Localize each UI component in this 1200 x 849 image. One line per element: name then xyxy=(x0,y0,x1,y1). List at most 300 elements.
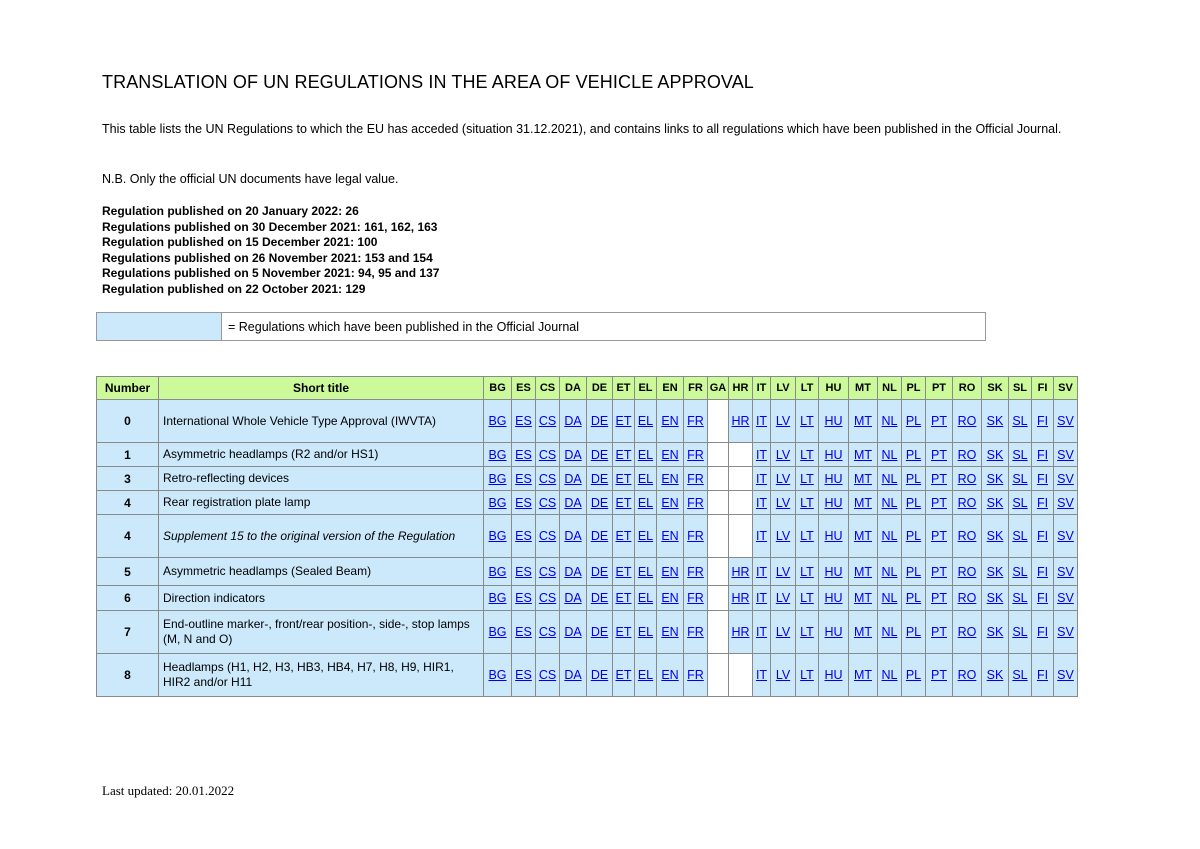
lang-link-sv[interactable]: SV xyxy=(1057,471,1074,486)
lang-link-nl[interactable]: NL xyxy=(881,668,898,682)
lang-cell xyxy=(902,443,926,467)
lang-link-fr[interactable]: FR xyxy=(687,625,704,639)
lang-link-es[interactable]: ES xyxy=(515,414,532,428)
lang-link-en[interactable]: EN xyxy=(661,591,679,605)
lang-link-nl[interactable]: NL xyxy=(881,447,898,462)
lang-link-fr[interactable]: FR xyxy=(687,447,704,462)
lang-link-sl[interactable]: SL xyxy=(1012,591,1028,605)
lang-link-sl[interactable]: SL xyxy=(1012,625,1028,639)
lang-cell xyxy=(657,443,684,467)
regulation-number: 7 xyxy=(97,611,159,654)
lang-cell xyxy=(819,400,849,443)
lang-cell xyxy=(878,491,902,515)
lang-link-pt[interactable]: PT xyxy=(931,447,947,462)
regulation-number: 0 xyxy=(97,400,159,443)
lang-link-bg[interactable]: BG xyxy=(488,447,507,462)
lang-link-bg[interactable]: BG xyxy=(488,471,507,486)
lang-link-it[interactable]: IT xyxy=(755,668,768,682)
lang-link-lv[interactable]: LV xyxy=(775,529,791,543)
lang-link-ro[interactable]: RO xyxy=(957,529,977,543)
lang-link-da[interactable]: DA xyxy=(564,564,582,579)
lang-link-fi[interactable]: FI xyxy=(1036,447,1049,462)
lang-link-sl[interactable]: SL xyxy=(1012,529,1028,543)
lang-link-lt[interactable]: LT xyxy=(800,625,814,639)
lang-link-sk[interactable]: SK xyxy=(986,447,1004,462)
lang-cell xyxy=(512,515,536,558)
lang-link-lv[interactable]: LV xyxy=(775,668,791,682)
lang-link-sl[interactable]: SL xyxy=(1012,564,1028,579)
lang-cell xyxy=(819,515,849,558)
lang-link-nl[interactable]: NL xyxy=(881,625,898,639)
lang-cell xyxy=(536,586,560,611)
lang-cell xyxy=(729,586,753,611)
lang-link-sk[interactable]: SK xyxy=(986,564,1004,579)
lang-link-ro[interactable]: RO xyxy=(957,495,977,510)
lang-cell xyxy=(1009,611,1032,654)
lang-link-el[interactable]: EL xyxy=(637,668,654,682)
header-lang-ro: RO xyxy=(953,377,982,400)
header-lang-bg: BG xyxy=(484,377,512,400)
lang-cell xyxy=(902,654,926,697)
lang-link-fr[interactable]: FR xyxy=(687,471,704,486)
lang-link-en[interactable]: EN xyxy=(661,414,679,428)
lang-link-el[interactable]: EL xyxy=(637,495,654,510)
lang-link-et[interactable]: ET xyxy=(615,668,632,682)
lang-link-nl[interactable]: NL xyxy=(881,564,898,579)
regulation-short-title: International Whole Vehicle Type Approval (IWVTA) xyxy=(159,400,484,443)
lang-link-et[interactable]: ET xyxy=(615,529,632,543)
regulation-number: 1 xyxy=(97,443,159,467)
lang-link-cs[interactable]: CS xyxy=(538,668,557,682)
lang-link-sv[interactable]: SV xyxy=(1057,529,1074,543)
lang-link-mt[interactable]: MT xyxy=(853,668,873,682)
lang-link-fr[interactable]: FR xyxy=(687,564,704,579)
lang-cell xyxy=(512,654,536,697)
lang-cell xyxy=(953,443,982,467)
lang-link-hu[interactable]: HU xyxy=(824,471,843,486)
lang-cell xyxy=(1054,654,1078,697)
lang-cell xyxy=(878,654,902,697)
lang-link-lt[interactable]: LT xyxy=(800,668,814,682)
lang-link-sv[interactable]: SV xyxy=(1057,668,1074,682)
lang-link-es[interactable]: ES xyxy=(515,625,532,639)
lang-cell xyxy=(926,491,953,515)
lang-link-bg[interactable]: BG xyxy=(488,414,507,428)
lang-link-hu[interactable]: HU xyxy=(824,625,843,639)
lang-link-pl[interactable]: PL xyxy=(905,529,922,543)
lang-cell xyxy=(902,611,926,654)
lang-link-cs[interactable]: CS xyxy=(538,529,557,543)
lang-link-en[interactable]: EN xyxy=(661,529,679,543)
lang-link-pt[interactable]: PT xyxy=(931,591,947,605)
header-lang-ga: GA xyxy=(708,377,729,400)
lang-link-et[interactable]: ET xyxy=(615,471,632,486)
lang-cell xyxy=(684,654,708,697)
lang-link-sk[interactable]: SK xyxy=(986,668,1004,682)
lang-link-nl[interactable]: NL xyxy=(881,414,898,428)
lang-link-pl[interactable]: PL xyxy=(905,564,922,579)
lang-link-pl[interactable]: PL xyxy=(905,668,922,682)
lang-link-sk[interactable]: SK xyxy=(986,529,1004,543)
lang-cell xyxy=(536,467,560,491)
lang-link-fr[interactable]: FR xyxy=(687,414,704,428)
lang-link-en[interactable]: EN xyxy=(661,495,679,510)
lang-link-de[interactable]: DE xyxy=(590,529,609,543)
lang-cell xyxy=(1032,443,1054,467)
lang-cell xyxy=(878,611,902,654)
lang-cell xyxy=(684,491,708,515)
regulation-short-title: Asymmetric headlamps (Sealed Beam) xyxy=(159,558,484,586)
lang-link-pl[interactable]: PL xyxy=(905,414,922,428)
lang-link-hu[interactable]: HU xyxy=(824,564,843,579)
lang-cell xyxy=(1032,611,1054,654)
lang-cell-empty xyxy=(708,654,729,697)
lang-cell xyxy=(512,491,536,515)
lang-cell xyxy=(684,558,708,586)
lang-cell xyxy=(819,467,849,491)
lang-link-pl[interactable]: PL xyxy=(905,471,922,486)
lang-cell xyxy=(953,558,982,586)
lang-link-de[interactable]: DE xyxy=(590,447,609,462)
table-row xyxy=(97,586,1078,611)
lang-link-pt[interactable]: PT xyxy=(931,564,947,579)
lang-link-hr[interactable]: HR xyxy=(731,591,750,605)
lang-link-fi[interactable]: FI xyxy=(1036,471,1049,486)
lang-cell xyxy=(587,654,613,697)
lang-cell xyxy=(613,515,635,558)
lang-cell xyxy=(878,515,902,558)
lang-cell xyxy=(560,443,587,467)
lang-cell-empty xyxy=(708,515,729,558)
lang-link-el[interactable]: EL xyxy=(637,447,654,462)
lang-link-lv[interactable]: LV xyxy=(775,591,791,605)
lang-cell xyxy=(982,491,1009,515)
lang-cell xyxy=(613,443,635,467)
lang-link-lv[interactable]: LV xyxy=(775,625,791,639)
lang-link-da[interactable]: DA xyxy=(564,625,582,639)
lang-link-bg[interactable]: BG xyxy=(488,625,507,639)
lang-link-sl[interactable]: SL xyxy=(1012,471,1028,486)
lang-link-en[interactable]: EN xyxy=(661,625,679,639)
lang-link-el[interactable]: EL xyxy=(637,625,654,639)
lang-cell xyxy=(635,443,657,467)
lang-link-fr[interactable]: FR xyxy=(687,495,704,510)
lang-link-es[interactable]: ES xyxy=(515,471,532,486)
lang-link-sv[interactable]: SV xyxy=(1057,625,1074,639)
lang-link-da[interactable]: DA xyxy=(564,471,582,486)
lang-cell xyxy=(953,491,982,515)
lang-link-cs[interactable]: CS xyxy=(538,625,557,639)
lang-link-lt[interactable]: LT xyxy=(800,471,814,486)
lang-link-fr[interactable]: FR xyxy=(687,591,704,605)
lang-link-mt[interactable]: MT xyxy=(853,625,873,639)
lang-cell xyxy=(753,586,771,611)
lang-link-sv[interactable]: SV xyxy=(1057,591,1074,605)
publication-item: Regulation published on 15 December 2021: 100 xyxy=(102,235,378,250)
lang-link-lt[interactable]: LT xyxy=(800,495,814,510)
lang-cell xyxy=(536,491,560,515)
lang-link-nl[interactable]: NL xyxy=(881,529,898,543)
lang-cell xyxy=(613,611,635,654)
lang-link-es[interactable]: ES xyxy=(515,564,532,579)
lang-link-lt[interactable]: LT xyxy=(800,447,814,462)
header-number: Number xyxy=(97,377,159,400)
lang-link-pt[interactable]: PT xyxy=(931,529,947,543)
lang-link-sk[interactable]: SK xyxy=(986,591,1004,605)
lang-link-sl[interactable]: SL xyxy=(1012,495,1028,510)
regulation-short-title: End-outline marker-, front/rear position-, side-, stop lamps (M, N and O) xyxy=(159,611,484,654)
lang-link-el[interactable]: EL xyxy=(637,414,654,428)
lang-link-et[interactable]: ET xyxy=(615,564,632,579)
lang-link-el[interactable]: EL xyxy=(637,564,654,579)
lang-link-hu[interactable]: HU xyxy=(824,668,843,682)
lang-link-ro[interactable]: RO xyxy=(957,625,977,639)
lang-link-hr[interactable]: HR xyxy=(731,414,750,428)
lang-link-hu[interactable]: HU xyxy=(824,529,843,543)
lang-link-de[interactable]: DE xyxy=(590,414,609,428)
lang-link-de[interactable]: DE xyxy=(590,668,609,682)
lang-cell xyxy=(753,467,771,491)
lang-link-it[interactable]: IT xyxy=(755,591,768,605)
lang-link-sv[interactable]: SV xyxy=(1057,414,1074,428)
lang-cell xyxy=(796,400,819,443)
lang-cell xyxy=(753,443,771,467)
lang-cell xyxy=(1009,400,1032,443)
lang-link-sl[interactable]: SL xyxy=(1012,668,1028,682)
lang-link-hu[interactable]: HU xyxy=(824,495,843,510)
lang-link-bg[interactable]: BG xyxy=(488,529,507,543)
lang-link-pt[interactable]: PT xyxy=(931,625,947,639)
lang-link-pt[interactable]: PT xyxy=(931,471,947,486)
lang-link-bg[interactable]: BG xyxy=(488,564,507,579)
lang-link-it[interactable]: IT xyxy=(755,447,768,462)
lang-link-de[interactable]: DE xyxy=(590,625,609,639)
lang-cell-empty xyxy=(708,586,729,611)
lang-link-bg[interactable]: BG xyxy=(488,668,507,682)
lang-cell-empty xyxy=(708,558,729,586)
lang-cell xyxy=(657,611,684,654)
lang-link-cs[interactable]: CS xyxy=(538,495,557,510)
lang-link-fi[interactable]: FI xyxy=(1036,495,1049,510)
lang-link-fr[interactable]: FR xyxy=(687,668,704,682)
lang-link-bg[interactable]: BG xyxy=(488,495,507,510)
lang-link-ro[interactable]: RO xyxy=(957,414,977,428)
header-lang-fr: FR xyxy=(684,377,708,400)
lang-link-cs[interactable]: CS xyxy=(538,564,557,579)
lang-link-fi[interactable]: FI xyxy=(1036,564,1049,579)
lang-link-da[interactable]: DA xyxy=(564,529,582,543)
lang-link-fi[interactable]: FI xyxy=(1036,625,1049,639)
lang-link-et[interactable]: ET xyxy=(615,447,632,462)
lang-link-da[interactable]: DA xyxy=(564,447,582,462)
lang-link-ro[interactable]: RO xyxy=(957,668,977,682)
lang-link-de[interactable]: DE xyxy=(590,564,609,579)
lang-link-it[interactable]: IT xyxy=(755,471,768,486)
lang-link-lt[interactable]: LT xyxy=(800,591,814,605)
header-lang-mt: MT xyxy=(849,377,878,400)
lang-link-lt[interactable]: LT xyxy=(800,529,814,543)
lang-cell-empty xyxy=(708,443,729,467)
lang-cell xyxy=(560,400,587,443)
lang-link-hr[interactable]: HR xyxy=(731,564,750,579)
lang-link-hu[interactable]: HU xyxy=(824,414,843,428)
legal-notice: N.B. Only the official UN documents have legal value. xyxy=(102,172,399,186)
lang-link-pl[interactable]: PL xyxy=(905,495,922,510)
lang-cell xyxy=(1054,558,1078,586)
lang-link-sl[interactable]: SL xyxy=(1012,414,1028,428)
lang-link-it[interactable]: IT xyxy=(755,564,768,579)
lang-link-mt[interactable]: MT xyxy=(853,591,873,605)
lang-link-es[interactable]: ES xyxy=(515,591,532,605)
lang-link-da[interactable]: DA xyxy=(564,495,582,510)
lang-cell xyxy=(1054,586,1078,611)
lang-link-de[interactable]: DE xyxy=(590,495,609,510)
lang-cell xyxy=(1009,491,1032,515)
lang-link-nl[interactable]: NL xyxy=(881,591,898,605)
lang-link-en[interactable]: EN xyxy=(661,447,679,462)
lang-link-en[interactable]: EN xyxy=(661,668,679,682)
lang-link-bg[interactable]: BG xyxy=(488,591,507,605)
header-lang-pl: PL xyxy=(902,377,926,400)
lang-link-sl[interactable]: SL xyxy=(1012,447,1028,462)
lang-link-it[interactable]: IT xyxy=(755,529,768,543)
lang-cell xyxy=(982,515,1009,558)
lang-link-es[interactable]: ES xyxy=(515,447,532,462)
lang-link-sv[interactable]: SV xyxy=(1057,495,1074,510)
lang-link-cs[interactable]: CS xyxy=(538,471,557,486)
lang-link-sk[interactable]: SK xyxy=(986,495,1004,510)
lang-link-lv[interactable]: LV xyxy=(775,495,791,510)
lang-cell xyxy=(512,467,536,491)
lang-cell xyxy=(902,467,926,491)
lang-cell xyxy=(796,586,819,611)
lang-link-da[interactable]: DA xyxy=(564,668,582,682)
lang-cell xyxy=(560,654,587,697)
lang-link-mt[interactable]: MT xyxy=(853,564,873,579)
lang-link-fi[interactable]: FI xyxy=(1036,529,1049,543)
lang-link-es[interactable]: ES xyxy=(515,495,532,510)
lang-link-ro[interactable]: RO xyxy=(957,471,977,486)
lang-link-et[interactable]: ET xyxy=(615,625,632,639)
lang-cell xyxy=(771,586,796,611)
lang-link-da[interactable]: DA xyxy=(564,591,582,605)
header-lang-hr: HR xyxy=(729,377,753,400)
lang-link-lt[interactable]: LT xyxy=(800,414,814,428)
lang-cell xyxy=(484,611,512,654)
lang-cell xyxy=(729,611,753,654)
lang-link-pl[interactable]: PL xyxy=(905,625,922,639)
lang-link-ro[interactable]: RO xyxy=(957,564,977,579)
lang-link-pt[interactable]: PT xyxy=(931,668,947,682)
lang-link-el[interactable]: EL xyxy=(637,471,654,486)
lang-link-fi[interactable]: FI xyxy=(1036,668,1049,682)
lang-link-it[interactable]: IT xyxy=(755,414,768,428)
lang-link-ro[interactable]: RO xyxy=(957,591,977,605)
lang-link-mt[interactable]: MT xyxy=(853,529,873,543)
lang-link-hu[interactable]: HU xyxy=(824,591,843,605)
lang-link-pt[interactable]: PT xyxy=(931,495,947,510)
lang-link-es[interactable]: ES xyxy=(515,668,532,682)
lang-link-sv[interactable]: SV xyxy=(1057,447,1074,462)
lang-link-hu[interactable]: HU xyxy=(824,447,843,462)
lang-link-sk[interactable]: SK xyxy=(986,625,1004,639)
lang-link-pl[interactable]: PL xyxy=(905,591,922,605)
table-header-row xyxy=(97,377,1078,400)
lang-link-ro[interactable]: RO xyxy=(957,447,977,462)
lang-cell xyxy=(1032,491,1054,515)
lang-cell xyxy=(902,400,926,443)
lang-link-lt[interactable]: LT xyxy=(800,564,814,579)
lang-link-el[interactable]: EL xyxy=(637,591,654,605)
lang-link-mt[interactable]: MT xyxy=(853,447,873,462)
regulation-short-title: Rear registration plate lamp xyxy=(159,491,484,515)
lang-link-fi[interactable]: FI xyxy=(1036,414,1049,428)
lang-cell xyxy=(771,491,796,515)
lang-link-et[interactable]: ET xyxy=(615,591,632,605)
intro-paragraph: This table lists the UN Regulations to which the EU has acceded (situation 31.12.2021), and contains links to all regulations which have been published in the Official Journal. xyxy=(102,122,1062,136)
lang-cell xyxy=(849,586,878,611)
lang-link-mt[interactable]: MT xyxy=(853,495,873,510)
header-lang-sl: SL xyxy=(1009,377,1032,400)
lang-cell xyxy=(587,558,613,586)
lang-link-et[interactable]: ET xyxy=(615,414,632,428)
lang-cell xyxy=(657,654,684,697)
lang-link-de[interactable]: DE xyxy=(590,591,609,605)
lang-link-fr[interactable]: FR xyxy=(687,529,704,543)
lang-link-el[interactable]: EL xyxy=(637,529,654,543)
lang-link-da[interactable]: DA xyxy=(564,414,582,428)
lang-link-cs[interactable]: CS xyxy=(538,591,557,605)
lang-link-hr[interactable]: HR xyxy=(731,625,750,639)
lang-link-pt[interactable]: PT xyxy=(931,414,947,428)
lang-link-lv[interactable]: LV xyxy=(775,447,791,462)
lang-cell xyxy=(657,400,684,443)
header-lang-de: DE xyxy=(587,377,613,400)
lang-cell xyxy=(512,443,536,467)
lang-link-lv[interactable]: LV xyxy=(775,471,791,486)
lang-link-lv[interactable]: LV xyxy=(775,564,791,579)
lang-link-en[interactable]: EN xyxy=(661,564,679,579)
lang-link-de[interactable]: DE xyxy=(590,471,609,486)
lang-link-it[interactable]: IT xyxy=(755,625,768,639)
lang-link-nl[interactable]: NL xyxy=(881,471,898,486)
lang-cell xyxy=(560,515,587,558)
lang-link-es[interactable]: ES xyxy=(515,529,532,543)
lang-cell xyxy=(1054,467,1078,491)
lang-link-sv[interactable]: SV xyxy=(1057,564,1074,579)
lang-link-cs[interactable]: CS xyxy=(538,447,557,462)
lang-link-sk[interactable]: SK xyxy=(986,471,1004,486)
lang-link-mt[interactable]: MT xyxy=(853,414,873,428)
lang-link-en[interactable]: EN xyxy=(661,471,679,486)
lang-cell xyxy=(771,443,796,467)
lang-link-et[interactable]: ET xyxy=(615,495,632,510)
lang-cell xyxy=(587,611,613,654)
lang-link-nl[interactable]: NL xyxy=(881,495,898,510)
lang-cell xyxy=(657,558,684,586)
lang-link-cs[interactable]: CS xyxy=(538,414,557,428)
lang-link-fi[interactable]: FI xyxy=(1036,591,1049,605)
lang-cell xyxy=(982,611,1009,654)
lang-link-pl[interactable]: PL xyxy=(905,447,922,462)
legend-swatch xyxy=(97,313,222,340)
table-row xyxy=(97,467,1078,491)
lang-link-sk[interactable]: SK xyxy=(986,414,1004,428)
lang-link-mt[interactable]: MT xyxy=(853,471,873,486)
lang-cell xyxy=(849,515,878,558)
lang-link-lv[interactable]: LV xyxy=(775,414,791,428)
lang-link-it[interactable]: IT xyxy=(755,495,768,510)
